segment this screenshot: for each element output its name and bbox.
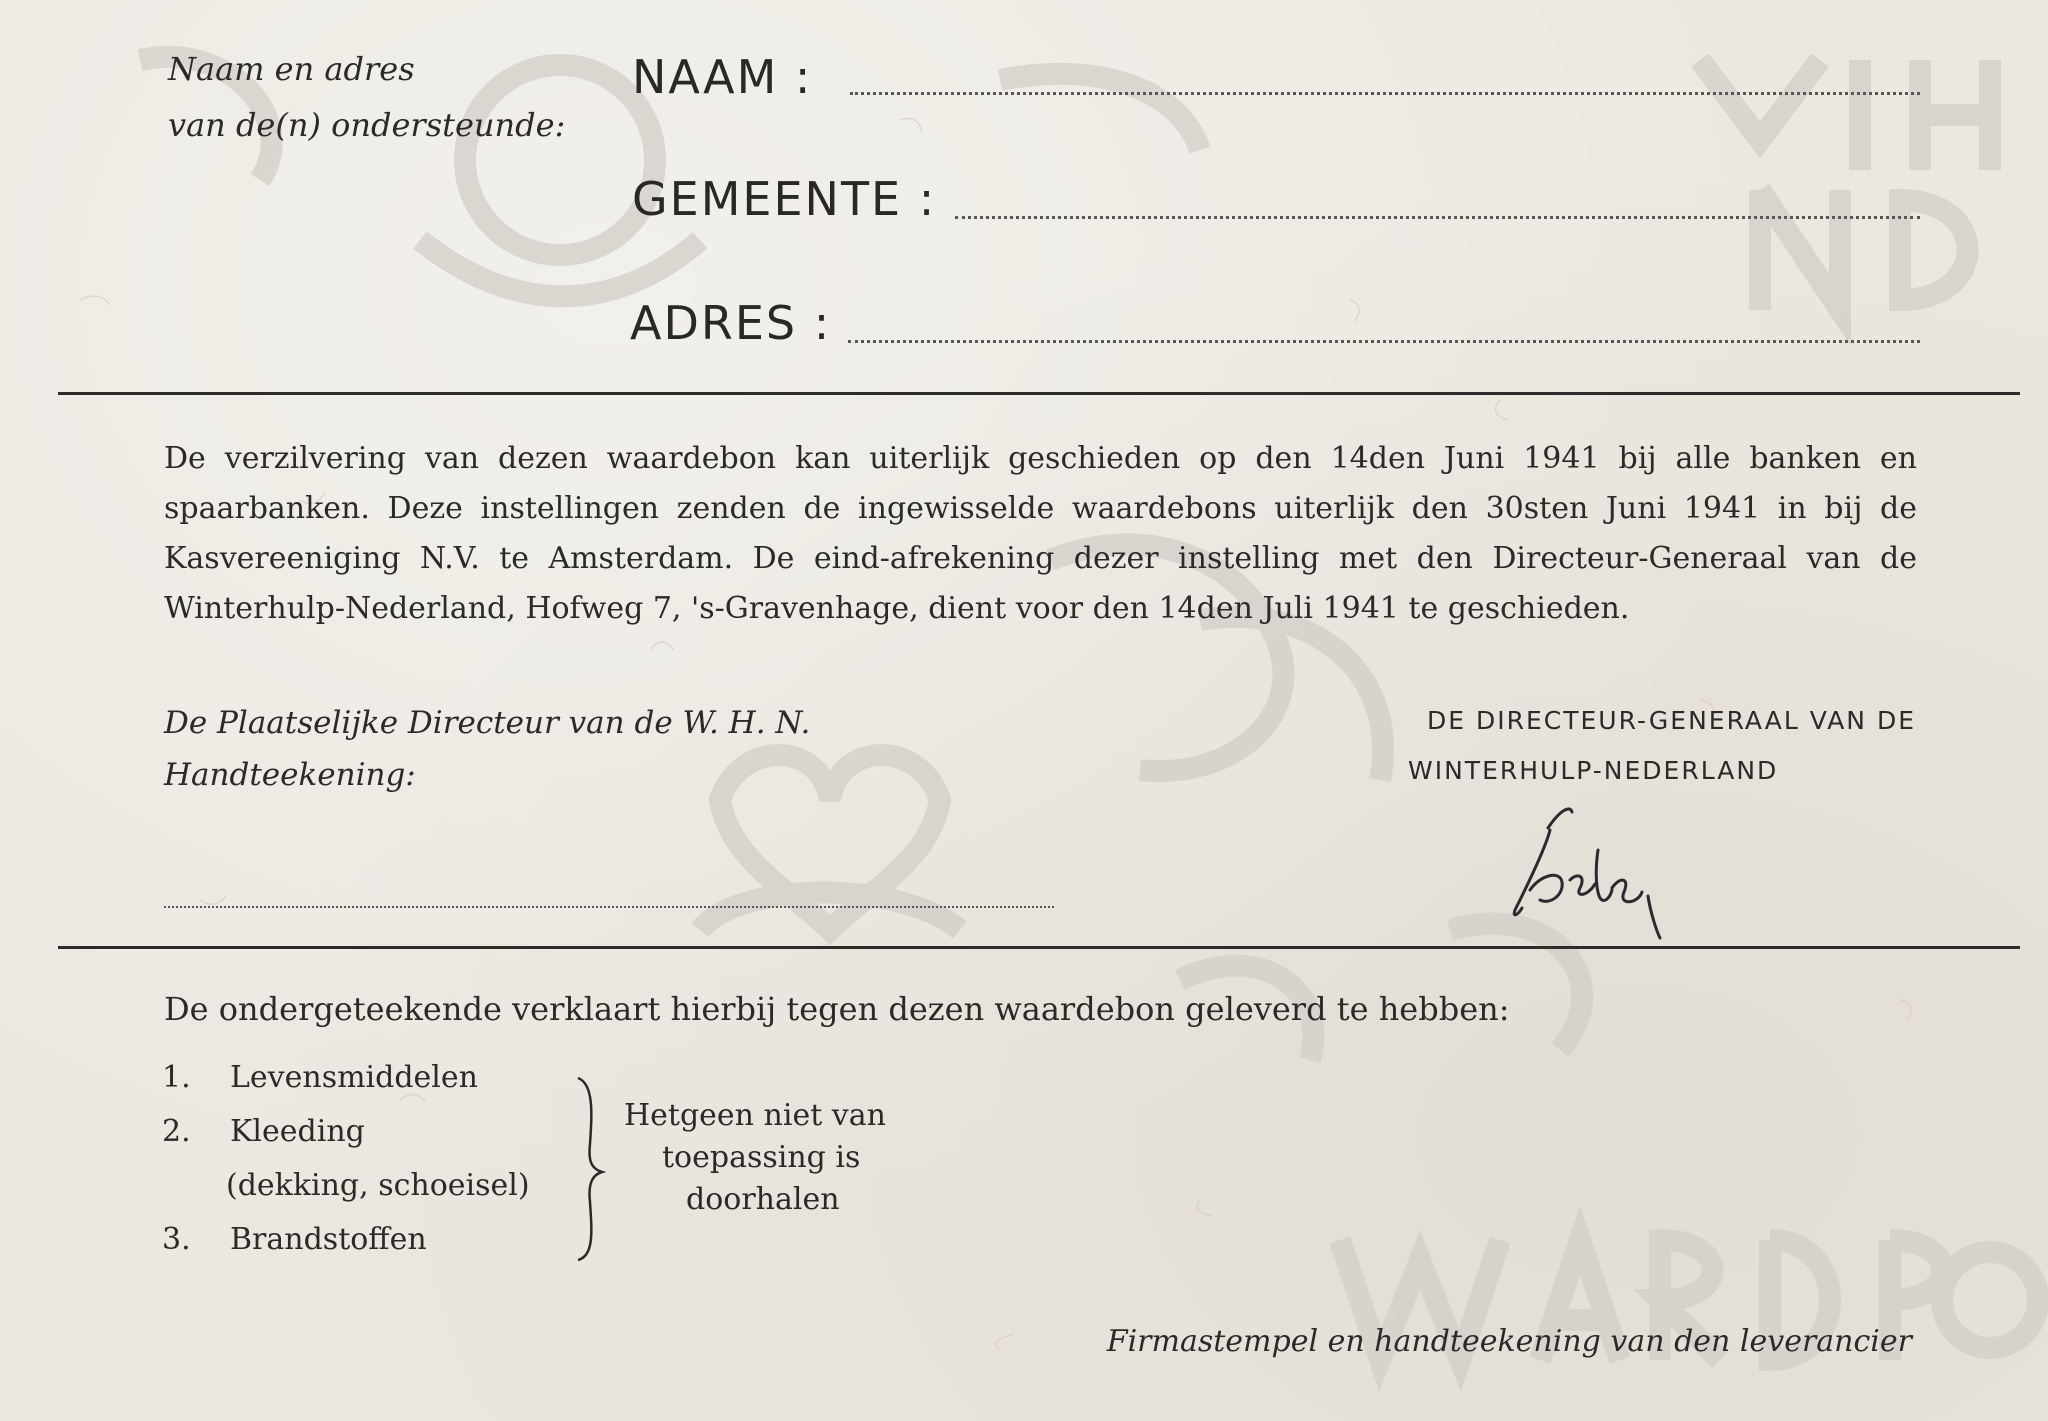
curly-brace-icon: [572, 1074, 612, 1264]
list-item-kleeding: Kleeding: [230, 1114, 365, 1149]
strike-note-line2: toepassing is: [662, 1140, 861, 1175]
list-num-3: 3.: [162, 1222, 191, 1257]
director-general-signature-icon: [1500, 780, 1680, 950]
naam-field[interactable]: [850, 92, 1920, 95]
redemption-notice: De verzilvering van dezen waardebon kan uiterlijk geschieden op den 14den Juni 1941 bij alle banken en spaarbanken. Deze instellingen zenden de ingewisselde waardebons uiterlijk den 30sten Juni 1941 in bij de Kasvereeniging N.V. te Amsterdam. De eind-afrekening dezer instelling met den Directeur-Generaal van de Winterhulp-Nederland, Hofweg 7, 's-Gravenhage, dient voor den 14den Juli 1941 te geschieden.: [164, 441, 1917, 626]
naam-label: NAAM :: [632, 50, 813, 104]
declaration-statement: De ondergeteekende verklaart hierbij tegen dezen waardebon geleverd te hebben:: [164, 990, 1510, 1028]
address-caption-line1: Naam en adres: [168, 50, 415, 88]
list-item-kleeding-detail: (dekking, schoeisel): [226, 1168, 530, 1203]
local-director-signature-label: Handteekening:: [164, 757, 416, 793]
strike-note-line1: Hetgeen niet van: [624, 1098, 886, 1133]
local-director-title: De Plaatselijke Directeur van de W. H. N.: [164, 705, 811, 741]
list-num-1: 1.: [162, 1060, 191, 1095]
adres-field[interactable]: [848, 340, 1920, 343]
director-general-title-line1: DE DIRECTEUR-GENERAAL VAN DE: [1427, 706, 1916, 735]
address-caption-line2: van de(n) ondersteunde:: [168, 106, 566, 144]
adres-label: ADRES :: [630, 296, 832, 350]
divider-middle: [58, 946, 2020, 949]
list-item-brandstoffen: Brandstoffen: [230, 1222, 427, 1257]
gemeente-label: GEMEENTE :: [632, 172, 937, 226]
local-director-signature-field[interactable]: [164, 906, 1054, 908]
list-num-2: 2.: [162, 1114, 191, 1149]
divider-top: [58, 392, 2020, 395]
director-general-title-line2: WINTERHULP-NEDERLAND: [1408, 756, 1779, 785]
supplier-stamp-caption: Firmastempel en handteekening van den leverancier: [1106, 1324, 1912, 1359]
list-item-levensmiddelen: Levensmiddelen: [230, 1060, 478, 1095]
strike-note-line3: doorhalen: [686, 1182, 840, 1217]
gemeente-field[interactable]: [955, 216, 1920, 219]
